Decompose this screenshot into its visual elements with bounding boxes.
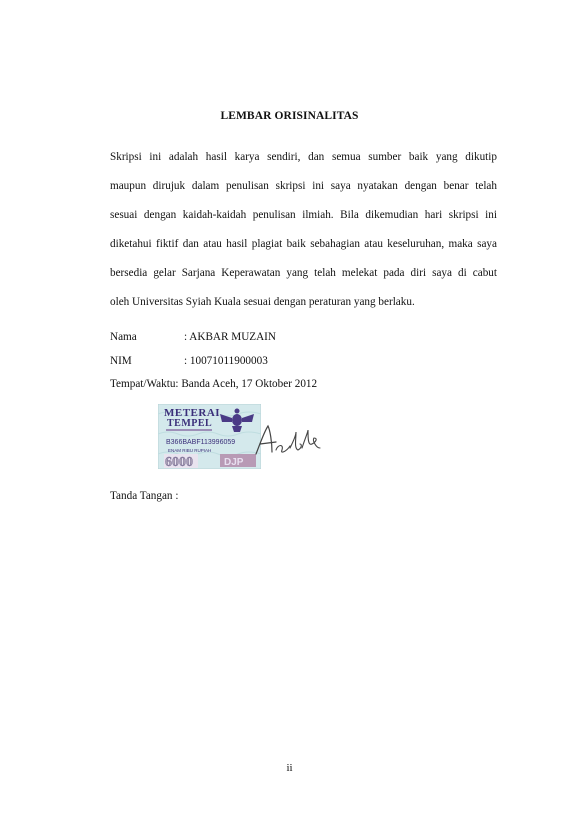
paragraph-line-1: Skripsi ini adalah hasil karya sendiri, dan semua sumber baik yang dikutip xyxy=(110,151,497,163)
place-date-label: Tempat/Waktu xyxy=(110,378,176,390)
place-date-value: : Banda Aceh, 17 Oktober 2012 xyxy=(175,378,318,390)
place-date-row xyxy=(110,378,317,390)
nim-label: NIM xyxy=(110,355,132,367)
page-number: ii xyxy=(286,762,293,774)
document-title: LEMBAR ORISINALITAS xyxy=(220,110,359,122)
name-label: Nama xyxy=(110,331,137,343)
nim-value: : 10071011900003 xyxy=(184,355,268,367)
signature-label: Tanda Tangan : xyxy=(110,490,179,502)
nim-row xyxy=(110,355,268,367)
svg-text:6000: 6000 xyxy=(165,455,193,469)
name-row xyxy=(110,331,276,343)
svg-text:ENAM RIBU RUPIAH: ENAM RIBU RUPIAH xyxy=(168,448,212,453)
name-value: : AKBAR MUZAIN xyxy=(184,331,276,343)
paragraph-line-5: bersedia gelar Sarjana Keperawatan yang telah melekat pada diri saya di cabut xyxy=(110,267,497,279)
svg-text:B366BABF113996059: B366BABF113996059 xyxy=(166,439,236,446)
paragraph-line-3: sesuai dengan kaidah-kaidah penulisan ilmiah. Bila dikemudian hari skripsi ini xyxy=(110,209,497,221)
statement-paragraph xyxy=(110,149,497,323)
paragraph-line-2: maupun dirujuk dalam penulisan skripsi ini saya nyatakan dengan benar telah xyxy=(110,180,497,192)
svg-text:METERAI: METERAI xyxy=(164,407,221,419)
paragraph-line-6: oleh Universitas Syiah Kuala sesuai dengan peraturan yang berlaku. xyxy=(110,296,415,308)
paragraph-line-4: diketahui fiktif dan atau hasil plagiat baik sebahagian atau keseluruhan, maka saya xyxy=(110,238,497,250)
svg-text:DJP: DJP xyxy=(224,457,244,468)
svg-text:TEMPEL: TEMPEL xyxy=(167,418,213,429)
handwritten-signature xyxy=(250,418,322,460)
revenue-stamp xyxy=(158,404,261,469)
signature-graphic xyxy=(250,418,322,460)
revenue-stamp-graphic xyxy=(158,404,261,469)
